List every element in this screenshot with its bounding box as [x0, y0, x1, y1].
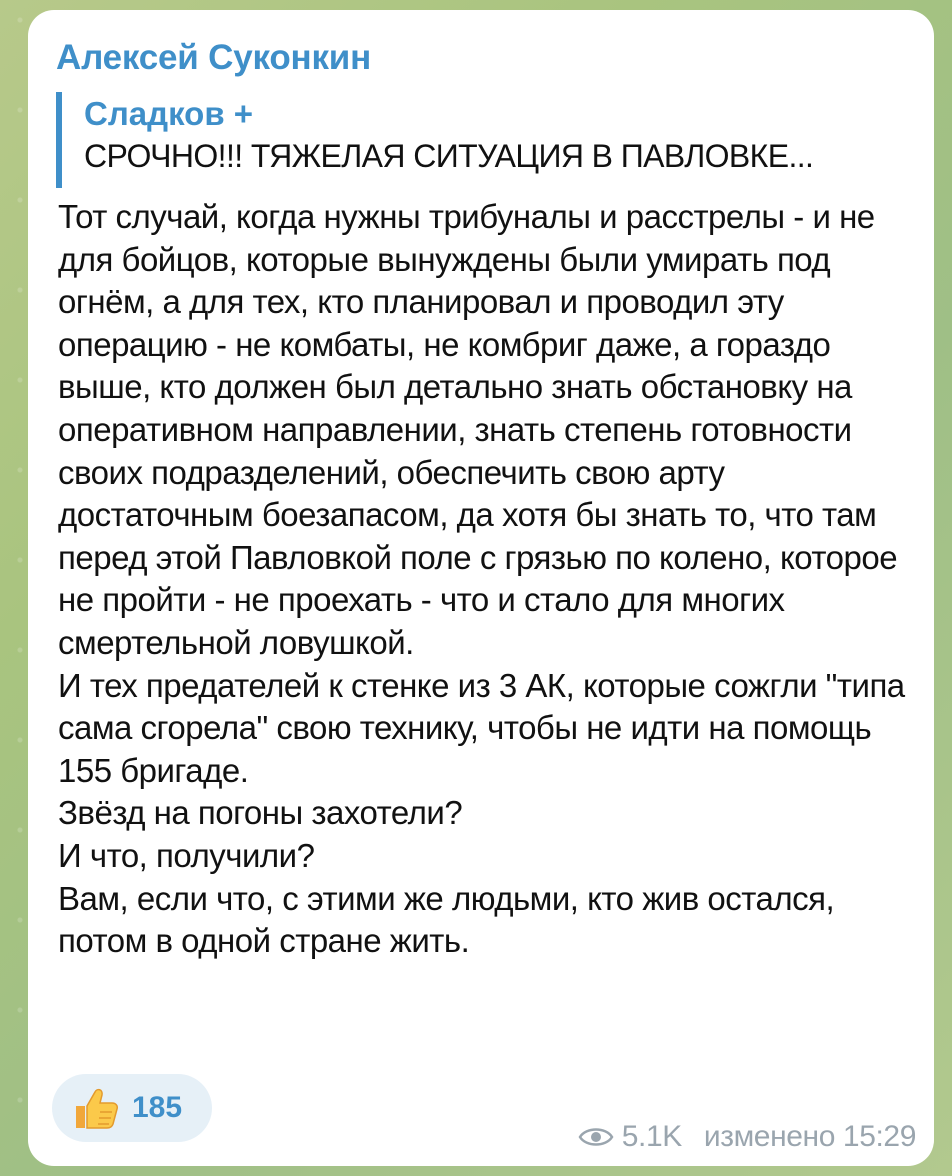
- message-paragraph: Вам, если что, с этими же людьми, кто жив остался, потом в одной стране жить.: [58, 879, 835, 960]
- reaction-button[interactable]: [52, 1074, 212, 1142]
- message-meta: [578, 1120, 916, 1154]
- message-paragraph: Тот случай, когда нужны трибуналы и расстрелы - и не для бойцов, которые вынуждены были умирать под огнём, а для тех, кто планировал и проводил эту операцию - не комбаты, не комбриг даже, а гораздо выше, кто должен был детально знать обстановку на оперативном направлении, знать степень готовности своих подразделений, обеспечить свою арту достаточным боезапасом, да хотя бы знать то, что там перед этой Павловкой поле с грязью по колено, которое не пройти - не проехать - что и стало для многих смертельной ловушкой.: [58, 198, 898, 661]
- reply-author: Сладков +: [84, 95, 254, 132]
- reply-text: СРОЧНО!!! ТЯЖЕЛАЯ СИТУАЦИЯ В ПАВЛОВКЕ...: [84, 138, 814, 174]
- message-paragraph: И что, получили?: [58, 836, 315, 874]
- views-count: 5.1K: [621, 1120, 682, 1153]
- edited-timestamp: изменено 15:29: [703, 1120, 916, 1153]
- message-paragraph: И тех предателей к стенке из 3 АК, которые сожгли "типа сама сгорела" свою технику, чтобы не идти на помощь 155 бригаде.: [58, 666, 905, 789]
- reaction-count: 185: [132, 1091, 183, 1124]
- message-bubble[interactable]: [28, 10, 934, 1166]
- thumbs-up-icon: [70, 1082, 122, 1134]
- message-text: [58, 196, 918, 963]
- eye-icon: [578, 1125, 614, 1149]
- reply-quote[interactable]: [56, 92, 916, 188]
- message-author[interactable]: Алексей Суконкин: [56, 38, 372, 77]
- message-paragraph: Звёзд на погоны захотели?: [58, 794, 463, 832]
